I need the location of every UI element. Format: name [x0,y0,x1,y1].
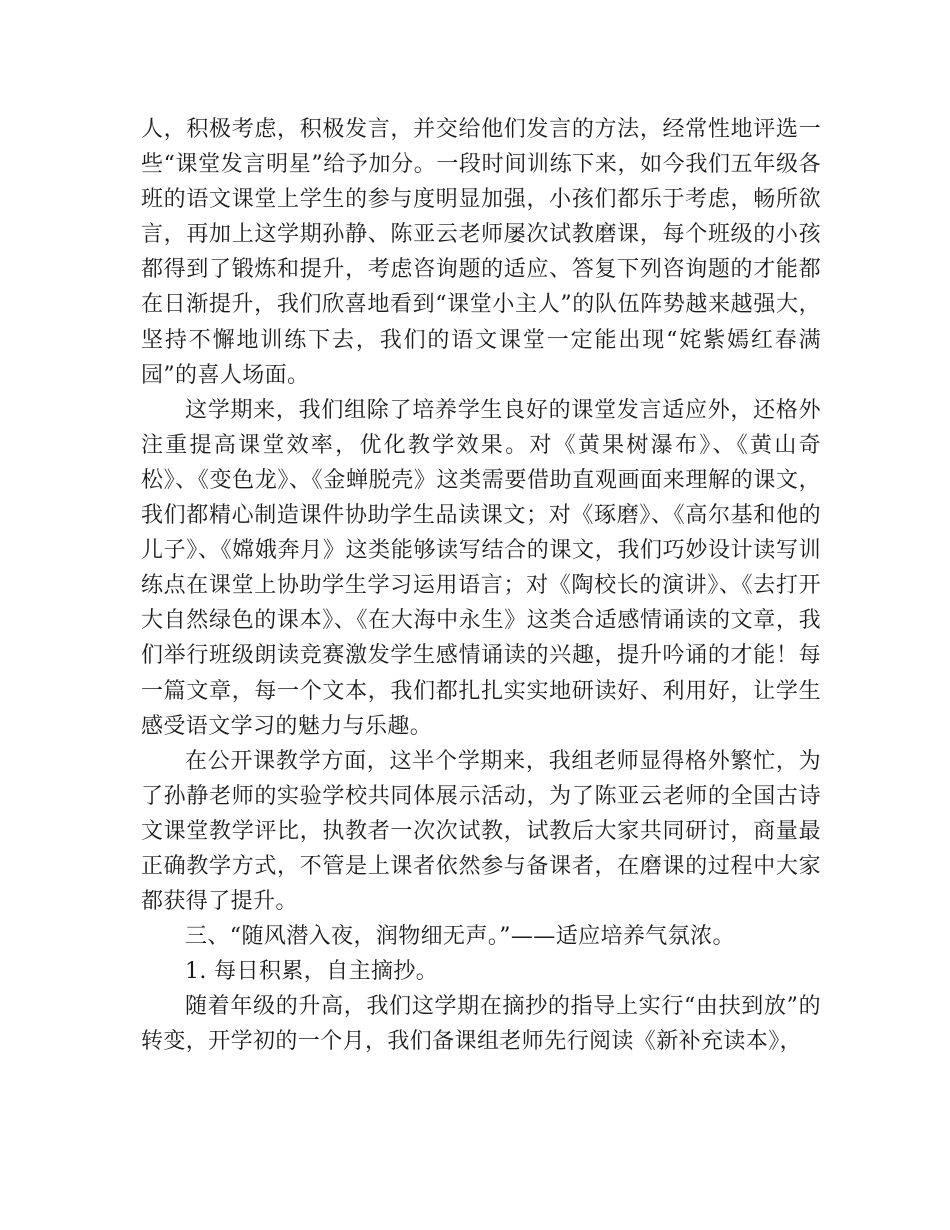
paragraph-4: 随着年级的升高，我们这学期在摘抄的指导上实行“由扶到放”的转变，开学初的一个月，我们备课组老师先行阅读《新补充读本》， [141,994,821,1055]
paragraph-3: 在公开课教学方面，这半个学期来，我组老师显得格外繁忙，为了孙静老师的实验学校共同体展示活动，为了陈亚云老师的全国古诗文课堂教学评比，执教者一次次试教，试教后大家共同研讨，商量最正确教学方式，不管是上课者依然参与备课者，在磨课的过程中大家都获得了提升。 [141,748,821,915]
subsection-heading-1: 1. 每日积累，自主摘抄。 [185,959,439,985]
paragraph-2: 这学期来，我们组除了培养学生良好的课堂发言适应外，还格外注重提高课堂效率，优化教学效果。对《黄果树瀑布》、《黄山奇松》、《变色龙》、《金蝉脱壳》这类需要借助直观画面来理解的课文，我们都精心制造课件协助学生品读课文；对《琢磨》、《高尔基和他的儿子》、《嫦娥奔月》这类能够读写结合的课文，我们巧妙设计读写训练点在课堂上协助学生学习运用语言；对《陶校长的演讲》、《去打开大自然绿色的课本》、《在大海中永生》这类合适感情诵读的文章，我们举行班级朗读竞赛激发学生感情诵读的兴趣，提升吟诵的才能！每一篇文章，每一个文本，我们都扎扎实实地研读好、利用好，让学生感受语文学习的魅力与乐趣。 [141,397,821,739]
document-body [141,112,821,1060]
paragraph-1: 人，积极考虑，积极发言，并交给他们发言的方法，经常性地评选一些“课堂发言明星”给予加分。一段时间训练下来，如今我们五年级各班的语文课堂上学生的参与度明显加强，小孩们都乐于考虑，畅所欲言，再加上这学期孙静、陈亚云老师屡次试教磨课，每个班级的小孩都得到了锻炼和提升，考虑咨询题的适应、答复下列咨询题的才能都在日渐提升，我们欣喜地看到“课堂小主人”的队伍阵势越来越强大，坚持不懈地训练下去，我们的语文课堂一定能出现“姹紫嫣红春满园”的喜人场面。 [141,117,821,388]
section-heading-3: 三、“随风潜入夜，润物细无声。”——适应培养气氛浓。 [185,924,735,950]
